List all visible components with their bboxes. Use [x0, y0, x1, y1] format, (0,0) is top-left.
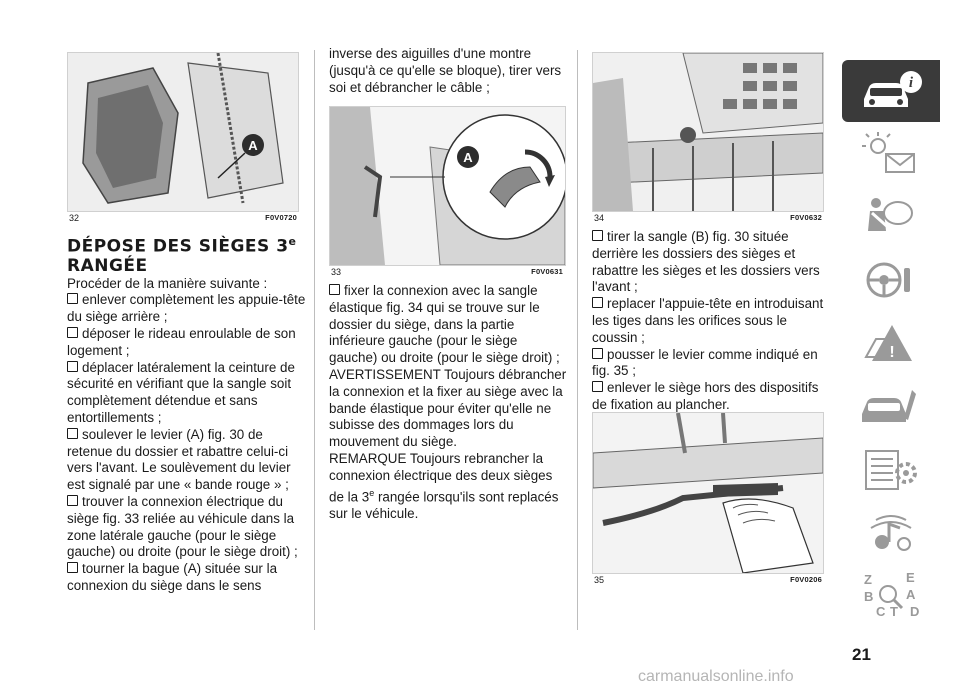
- list-item: replacer l'appuie-tête en introduisant les tiges dans les orifices sous le coussin ;: [592, 296, 824, 345]
- page-number: 21: [852, 645, 871, 664]
- checkbox-bullet-icon: [592, 230, 603, 241]
- checkbox-bullet-icon: [592, 297, 603, 308]
- sidebar-item-car-info[interactable]: [842, 60, 940, 122]
- list-item: enlever le siège hors des dispositifs de fixation au plancher.: [592, 380, 819, 412]
- list-item: trouver la connexion électrique du siège fig. 33 reliée au véhicule dans la zone latérale gauche (pour le siège gauche) ou droite (pour le siège droit) ;: [67, 494, 298, 560]
- sidebar-item-steering-key[interactable]: [842, 249, 940, 311]
- figure-32-number: 32: [69, 213, 80, 223]
- tech-data-icon: [856, 443, 926, 495]
- checkbox-bullet-icon: [67, 562, 78, 573]
- checkbox-bullet-icon: [67, 428, 78, 439]
- column-1-text: [67, 232, 307, 595]
- figure-33-code: F0V0631: [531, 267, 563, 276]
- checkbox-bullet-icon: [67, 361, 78, 372]
- figure-33-caption: [331, 267, 563, 277]
- list-item: soulever le levier (A) fig. 30 de retenue du dossier et rabattre celui-ci vers l'avant. Le soulèvement du levier est signalé par une « bande rouge » ;: [67, 426, 291, 493]
- airbag-safety-icon: [856, 191, 926, 243]
- figure-34-image: [592, 52, 824, 212]
- sidebar-item-index[interactable]: [842, 564, 940, 626]
- figure-34-code: F0V0632: [790, 213, 822, 222]
- figure-33-image: [329, 106, 566, 266]
- footer-watermark: carmanualsonline.info: [638, 668, 794, 685]
- figure-32-image: [67, 52, 299, 212]
- list-item: déplacer latéralement la ceinture de sécurité en vérifiant que la sangle soit complètement détendue et sans entortillements ;: [67, 359, 295, 426]
- figure-35-image: [592, 412, 824, 574]
- chapter-sidebar: [842, 60, 940, 627]
- figure-35-number: 35: [594, 575, 605, 585]
- checkbox-bullet-icon: [67, 327, 78, 338]
- remark-text: REMARQUE Toujours rebrancher la connexion électrique des deux sièges de la 3e rangée lorsqu'ils sont replacés sur le véhicule.: [329, 450, 559, 521]
- steering-key-icon: [856, 254, 926, 306]
- figure-33-number: 33: [331, 267, 342, 277]
- heading-main: DÉPOSE DES SIÈGES 3: [67, 236, 289, 257]
- checkbox-bullet-icon: [592, 348, 603, 359]
- svg-text:B: B: [864, 589, 874, 604]
- column-2-top-text: [329, 46, 569, 96]
- column-2-bottom-text: [329, 283, 569, 523]
- list-item: déposer le rideau enroulable de son logement ;: [67, 326, 296, 358]
- svg-text:Z: Z: [864, 572, 872, 587]
- dashboard-lights-icon: [856, 128, 926, 180]
- list-item: tourner la bague (A) située sur la connexion du siège dans le sens: [67, 561, 278, 593]
- sidebar-item-multimedia[interactable]: [842, 501, 940, 563]
- heading-line2: RANGÉE: [67, 255, 148, 276]
- multimedia-icon: [856, 506, 926, 558]
- sidebar-item-airbag-safety[interactable]: [842, 186, 940, 248]
- callout-a-fig32: A: [248, 138, 258, 153]
- figure-35-caption: [594, 575, 822, 585]
- list-item: tirer la sangle (B) fig. 30 située derrière les dossiers des sièges et rabattre les sièges et les dossiers vers l'avant ;: [592, 229, 820, 295]
- column-divider-2: [577, 50, 578, 630]
- svg-text:i: i: [908, 75, 914, 91]
- checkbox-bullet-icon: [67, 293, 78, 304]
- svg-text:T: T: [890, 604, 898, 619]
- svg-text:C: C: [876, 604, 886, 619]
- column-divider-1: [314, 50, 315, 630]
- figure-34-number: 34: [594, 213, 605, 223]
- callout-a-fig33: A: [463, 150, 473, 165]
- index-letters-icon: [856, 569, 926, 621]
- column-3-text: [592, 229, 832, 414]
- list-item: pousser le levier comme indiqué en fig. 35 ;: [592, 346, 818, 379]
- car-service-icon: [856, 380, 926, 432]
- checkbox-bullet-icon: [329, 284, 340, 295]
- section-heading: [67, 232, 307, 276]
- svg-text:D: D: [910, 604, 920, 619]
- warning-triangle-icon: [856, 317, 926, 369]
- svg-text:E: E: [906, 570, 915, 585]
- intro-text: Procéder de la manière suivante :: [67, 275, 268, 291]
- heading-sup: e: [288, 235, 297, 248]
- sidebar-item-warning[interactable]: [842, 312, 940, 374]
- checkbox-bullet-icon: [67, 495, 78, 506]
- figure-34-caption: [594, 213, 822, 223]
- figure-32-caption: [69, 213, 297, 223]
- checkbox-bullet-icon: [592, 381, 603, 392]
- svg-text:!: !: [889, 344, 895, 361]
- list-item: enlever complètement les appuie-tête du siège arrière ;: [67, 292, 306, 325]
- warning-text: AVERTISSEMENT Toujours débrancher la connexion et la fixer au siège avec la bande élastique pour éviter qu'elle ne subisse des dommages lors du mouvement du siège.: [329, 366, 567, 450]
- sidebar-item-tech-data[interactable]: [842, 438, 940, 500]
- sidebar-item-car-service[interactable]: [842, 375, 940, 437]
- figure-35-code: F0V0206: [790, 575, 822, 584]
- continued-text: inverse des aiguilles d'une montre (jusqu'à ce qu'elle se bloque), tirer vers soi et débrancher le câble ;: [329, 46, 562, 95]
- sidebar-item-dashboard-lights[interactable]: [842, 123, 940, 185]
- list-item: fixer la connexion avec la sangle élastique fig. 34 qui se trouve sur le dossier du siège, dans la partie inférieure gauche (pour le siège gauche) ou droite (pour le siège droit) ;: [329, 283, 560, 366]
- figure-32-code: F0V0720: [265, 213, 297, 222]
- svg-text:A: A: [906, 587, 916, 602]
- car-info-icon: [856, 65, 926, 117]
